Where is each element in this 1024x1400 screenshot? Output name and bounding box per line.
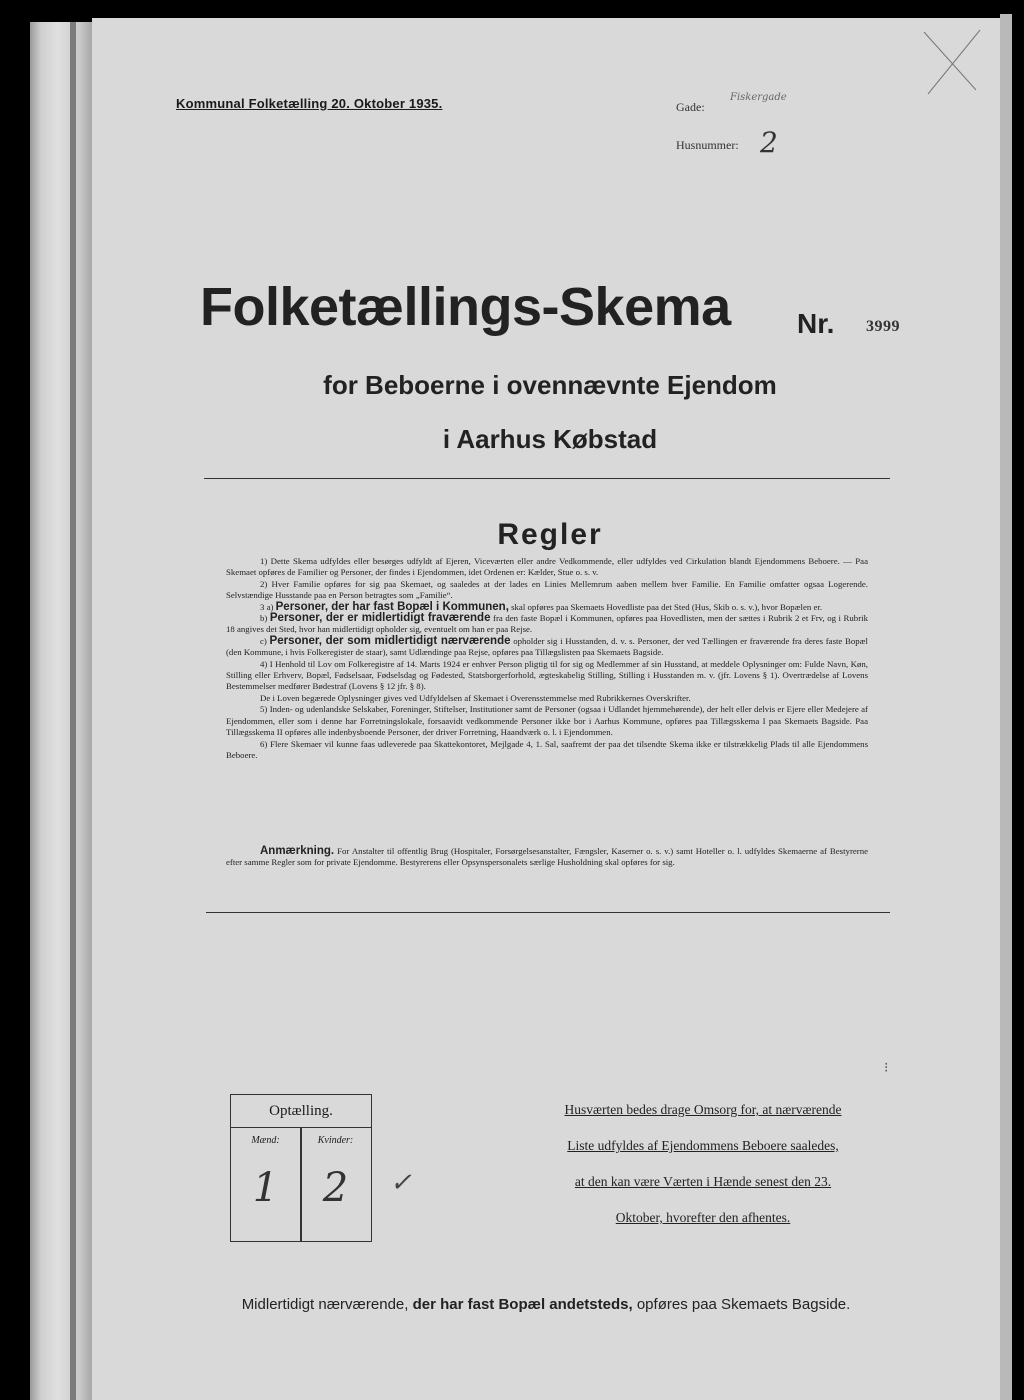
rules-text bbox=[226, 556, 868, 761]
rule-1: 1) Dette Skema udfyldes eller besørges udfyldt af Ejeren, Viceværten eller andre Vedkommende, eller udfyldes ved Cirkulation blandt Ejendommens Beboere. — Paa Skemaet opføres de Familier og Personer, der findes i Ejendommen, idet Ordenen er: Kælder, Stue o. s. v. bbox=[226, 556, 868, 578]
form-title: Folketællings-Skema bbox=[200, 277, 731, 337]
rule-3c-bold: Personer, der som midlertidigt nærværende bbox=[269, 634, 511, 647]
count-title: Optælling. bbox=[231, 1095, 371, 1128]
rule-3b: b) Personer, der er midlertidigt fraværende fra den faste Bopæl i Kommunen, opføres paa Hovedlisten, men der sættes i Rubrik 2 et Frv, og i Rubrik 18 angives det Sted, hvor han midlertidigt opholder sig, eventuelt om han er paa Rejse. bbox=[226, 612, 868, 635]
form-number-label: Nr. bbox=[797, 308, 835, 339]
maend-count: 1 bbox=[252, 1165, 279, 1211]
book-spine bbox=[30, 22, 92, 1400]
rule-3a-bold: Personer, der har fast Bopæl i Kommunen, bbox=[275, 600, 509, 613]
rules-heading: Regler bbox=[497, 518, 603, 551]
form-number-value: 3999 bbox=[866, 318, 900, 335]
notice-line-4: Oktober, hvorefter den afhentes. bbox=[615, 1210, 791, 1225]
rule-3a: 3 a) Personer, der har fast Bopæl i Kommunen, skal opføres paa Skemaets Hovedliste paa det Sted (Hus, Skib o. s. v.), hvor Bopælen er. bbox=[260, 600, 823, 613]
footer-part-1: Midlertidigt nærværende, bbox=[241, 1296, 409, 1313]
notice-line-1: Husværten bedes drage Omsorg for, at nærværende bbox=[564, 1102, 842, 1117]
note-label: Anmærkning. bbox=[260, 845, 335, 857]
maend-label: Mænd: bbox=[251, 1135, 280, 1146]
husnummer-value: 2 bbox=[760, 126, 778, 159]
footer-line bbox=[92, 1296, 1000, 1313]
footer-part-2: der har fast Bopæl andetsteds, bbox=[412, 1296, 633, 1313]
subtitle-line-2: i Aarhus Købstad bbox=[442, 424, 658, 454]
kvinder-count: 2 bbox=[322, 1165, 349, 1211]
count-box bbox=[230, 1094, 372, 1242]
divider-bottom bbox=[206, 912, 890, 913]
husnummer-label: Husnummer: bbox=[676, 138, 739, 152]
gade-value: Fiskergade bbox=[730, 92, 787, 103]
rule-5: 5) Inden- og udenlandske Selskaber, Foreninger, Stiftelser, Institutioner samt de Personer (ogsaa i Udlandet hjemmehørende), der helt eller delvis er Ejere eller Medejere af Ejendommen, eller som i denne har Forretningslokale, forsaavidt vedkommende Personer ikke bor i Aarhus Kommune, opføres paa Tillægsskema I paa Skemaets Bagside. Paa Tillægsskema II opføres alle indenbysboende Personer, der driver Forretning, Haandværk o. l. i Ejendommen. bbox=[226, 704, 868, 738]
page-edge bbox=[1000, 14, 1012, 1400]
rule-2: 2) Hver Familie opføres for sig paa Skemaet, og saaledes at der lades en Linies Mellemrum aaben mellem hver Familie. En Familie omfatter ogsaa Logerende. Selvstændige Husstande paa en Person betragtes som „Familie“. bbox=[226, 578, 868, 601]
census-header: Kommunal Folketælling 20. Oktober 1935. bbox=[176, 96, 443, 111]
subtitle-line-1: for Beboerne i ovennævnte Ejendom bbox=[323, 370, 777, 400]
kvinder-label: Kvinder: bbox=[317, 1135, 354, 1146]
notice-line-3: at den kan være Værten i Hænde senest den 23. bbox=[574, 1174, 832, 1189]
rule-6: 6) Flere Skemaer vil kunne faas udleverede paa Skattekontoret, Mejlgade 4, 1. Sal, saafremt der paa det tilsendte Skema ikke er tilstrækkelig Plads til alle Ejendommens Beboere. bbox=[226, 738, 868, 760]
rule-3b-bold: Personer, der er midlertidigt fraværende bbox=[269, 612, 491, 625]
notice-line-2: Liste udfyldes af Ejendommens Beboere saaledes, bbox=[567, 1138, 839, 1153]
corner-cross-mark bbox=[916, 22, 996, 102]
ink-speck: ⁝ bbox=[884, 1061, 889, 1076]
rule-3c: c) Personer, der som midlertidigt nærværende opholder sig i Husstanden, d. v. s. Personer, der ved Tællingen er fraværende fra deres faste Bopæl (den Kommune, i hvis Folkeregister de staar), samt Udlændinge paa Rejse, opføres paa Tillægslisten paa Skemaets Bagside. bbox=[226, 634, 868, 658]
divider-top bbox=[204, 478, 890, 479]
rule-4: 4) I Henhold til Lov om Folkeregistre af 14. Marts 1924 er enhver Person pligtig til for sig og Medlemmer af sin Husstand, at meddele Oplysninger om: Fulde Navn, Køn, Stilling eller Erhverv, Bopæl, Fødselsaar, Fødselsdag og Fødested, Statsborgerforhold, ægteskabelig Stilling, Stilling i Husstanden m. v. (jfr. Lovens § 1). Overtrædelse af Lovens Bestemmelser medfører Bødestraf (Lovens § 12 jfr. § 8). bbox=[226, 658, 868, 692]
footer-part-3: opføres paa Skemaets Bagside. bbox=[636, 1296, 851, 1313]
note-block bbox=[226, 846, 868, 869]
gade-label: Gade: bbox=[676, 100, 705, 114]
check-mark-icon: ✓ bbox=[390, 1168, 412, 1198]
rule-4b: De i Loven begærede Oplysninger gives ved Udfyldelsen af Skemaet i Overensstemmelse med Rubrikkernes Overskrifter. bbox=[260, 692, 691, 703]
note-text: For Anstalter til offentlig Brug (Hospitaler, Forsørgelsesanstalter, Fængsler, Kaserner o. s. v.) samt Hoteller o. l. udfyldes Skemaerne af Bestyrerne efter samme Regler som for private Ejendomme. Bestyrerens eller Opsynspersonalets særlige Husholdning skal opføres for sig. bbox=[226, 846, 869, 868]
spine-fold bbox=[70, 22, 76, 1400]
